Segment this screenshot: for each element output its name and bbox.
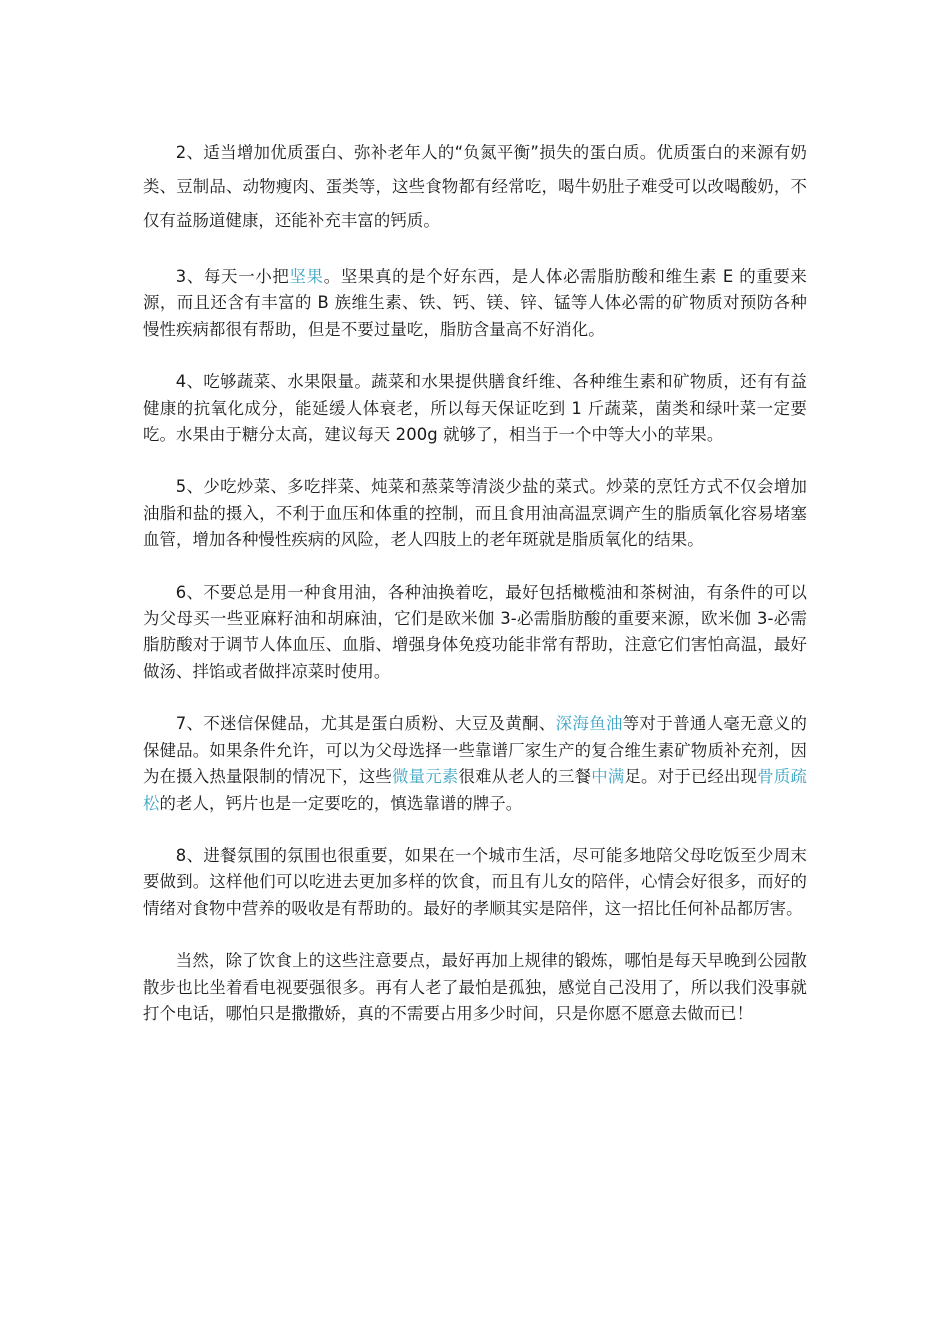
- link-osteoporosis[interactable]: 骨质疏松: [143, 767, 807, 813]
- text-segment: 当然，除了饮食上的这些注意要点，最好再加上规律的锻炼，哪怕是每天早晚到公园散散步也比坐着看电视要强很多。再有人老了最怕是孤独，感觉自己没用了，所以我们没事就打个电话，哪怕只是撒撒娇，真的不需要占用多少时间，只是你愿不愿意去做而已！: [143, 951, 807, 1023]
- document-body: [143, 136, 807, 1053]
- text-segment: 足。对于已经出现: [624, 767, 758, 787]
- text-segment: 7、不迷信保健品，尤其是蛋白质粉、大豆及黄酮、: [175, 714, 556, 734]
- text-segment: 4、吃够蔬菜、水果限量。蔬菜和水果提供膳食纤维、各种维生素和矿物质，还有有益健康的抗氧化成分，能延缓人体衰老，所以每天保证吃到 1 斤蔬菜，菌类和绿叶菜一定要吃。水果由于糖分太高，建议每天 200g 就够了，相当于一个中等大小的苹果。: [143, 372, 807, 445]
- paragraph-6: [143, 580, 807, 686]
- paragraph-7: [143, 711, 807, 817]
- text-segment: 6、不要总是用一种食用油，各种油换着吃，最好包括橄榄油和茶树油，有条件的可以为父母买一些亚麻籽油和胡麻油，它们是欧米伽 3-必需脂肪酸的重要来源，欧米伽 3-必需脂肪酸对于调节人体血压、血脂、增强身体免疫功能非常有帮助，注意它们害怕高温，最好做汤、拌馅或者做拌凉菜时使用。: [143, 582, 807, 681]
- link-deep-sea-fish-oil[interactable]: 深海鱼油: [555, 714, 623, 734]
- text-segment: 的老人，钙片也是一定要吃的，慎选靠谱的牌子。: [159, 793, 523, 813]
- text-segment: 2、适当增加优质蛋白、弥补老年人的“负氮平衡”损失的蛋白质。优质蛋白的来源有奶类、豆制品、动物瘦肉、蛋类等，这些食物都有经常吃，喝牛奶肚子难受可以改喝酸奶，不仅有益肠道健康，还能补充丰富的钙质。: [143, 143, 807, 230]
- paragraph-4: [143, 369, 807, 448]
- link-trace-elements[interactable]: 微量元素: [392, 767, 459, 787]
- text-segment: 等对于普通人毫无意义的保健品。如果条件允许，可以为父母选择一些靠谱厂家生产的复合维生素矿物质补充剂，因为在摄入热量限制的情况下，这些: [143, 714, 807, 787]
- paragraph-5: [143, 474, 807, 553]
- text-segment: 很难从老人的三餐: [458, 767, 592, 787]
- paragraph-2: [143, 136, 807, 238]
- text-segment: 5、少吃炒菜、多吃拌菜、炖菜和蒸菜等清淡少盐的菜式。炒菜的烹饪方式不仅会增加油脂和盐的摄入，不利于血压和体重的控制，而且食用油高温烹调产生的脂质氧化容易堵塞血管，增加各种慢性疾病的风险，老人四肢上的老年斑就是脂质氧化的结果。: [143, 477, 807, 550]
- link-zhongman[interactable]: 中满: [591, 767, 625, 787]
- text-segment: 。坚果真的是个好东西，是人体必需脂肪酸和维生素 E 的重要来源，而且还含有丰富的 B 族维生素、铁、钙、镁、锌、锰等人体必需的矿物质对预防各种慢性疾病都很有帮助，但是不要过量吃，脂肪含量高不好消化。: [143, 267, 807, 339]
- text-segment: 8、进餐氛围的氛围也很重要，如果在一个城市生活，尽可能多地陪父母吃饭至少周末要做到。这样他们可以吃进去更加多样的饮食，而且有儿女的陪伴，心情会好很多，而好的情绪对食物中营养的吸收是有帮助的。最好的孝顺其实是陪伴，这一招比任何补品都厉害。: [143, 845, 807, 918]
- text-segment: 3、每天一小把: [175, 267, 290, 286]
- paragraph-8: [143, 843, 807, 922]
- link-nuts[interactable]: 坚果: [289, 267, 324, 286]
- paragraph-3: [143, 264, 807, 343]
- paragraph-9: [143, 948, 807, 1027]
